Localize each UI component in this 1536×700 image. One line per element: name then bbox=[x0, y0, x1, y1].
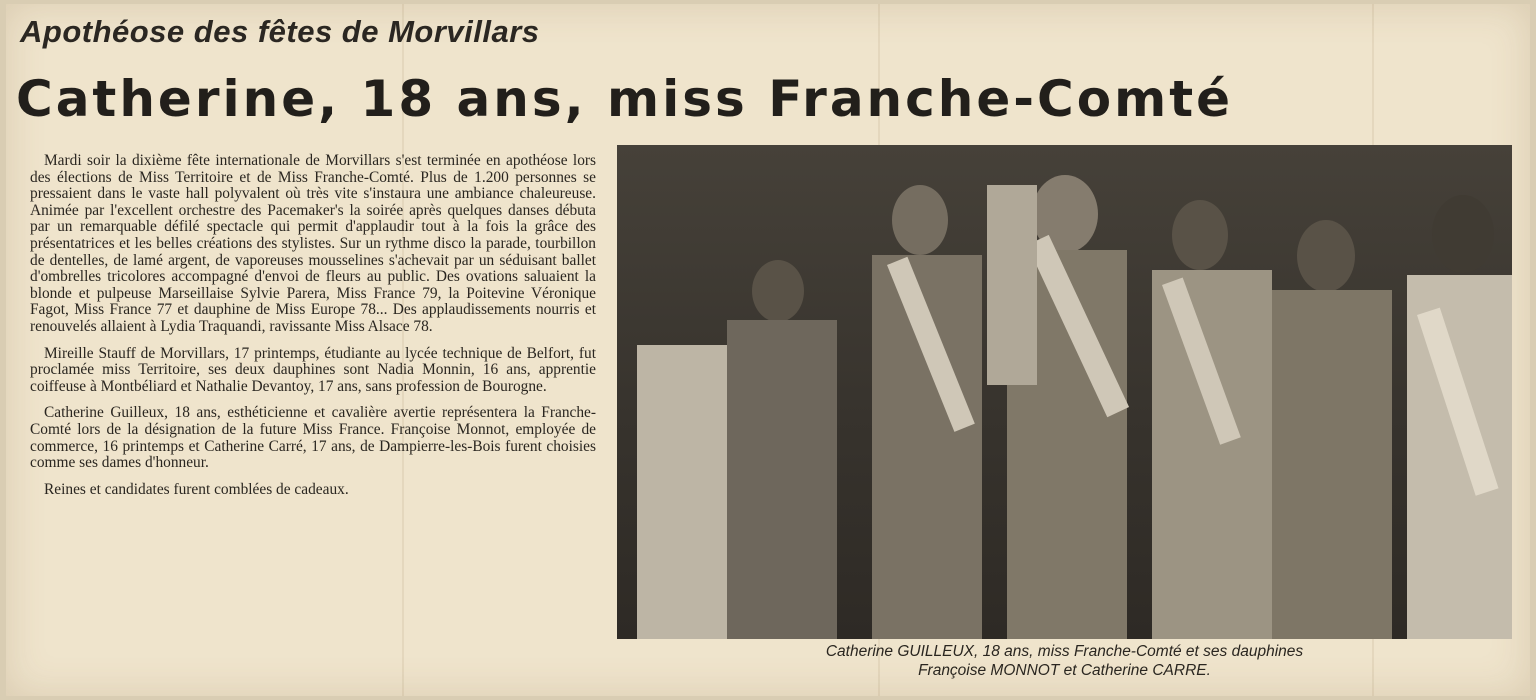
article-body bbox=[30, 153, 596, 508]
person-head bbox=[892, 185, 948, 255]
caption-line: Catherine GUILLEUX, 18 ans, miss Franche-Comté et ses dauphines bbox=[825, 643, 1304, 660]
photo-caption bbox=[617, 642, 1512, 680]
article-photo bbox=[617, 145, 1512, 639]
caption-line: Françoise MONNOT et Catherine CARRE. bbox=[918, 662, 1211, 679]
sash-banner-left bbox=[637, 345, 732, 639]
article-headline: Catherine, 18 ans, miss Franche-Comté bbox=[16, 70, 1234, 128]
person-head bbox=[752, 260, 804, 322]
person-head bbox=[1432, 195, 1494, 273]
article-paragraph: Catherine Guilleux, 18 ans, esthéticienne et cavalière avertie représentera la Franche-Comté lors de la désignation de la future Miss France. Françoise Monnot, employée de commerce, 16 printemps et Catherine Carré, 17 ans, de Dampierre-les-Bois furent choisies comme ses dames d'honneur. bbox=[30, 404, 596, 472]
article-paragraph: Mardi soir la dixième fête internationale de Morvillars s'est terminée en apothéose lors des élections de Miss Territoire et de Miss Franche-Comté. Plus de 1.200 personnes se pressaient dans le vaste hall polyvalent où très vite s'instaura une ambiance chaleureuse. Animée par l'excellent orchestre des Pacemaker's la soirée après quelques danses débuta par un remarquable défilé spectacle qui permit d'applaudir tout à la fois la grâce des présentatrices et les belles créations des stylistes. Sur un rythme disco la parade, tourbillon de dentelles, de lamé argent, de vaporeuses mousselines s'achevait par un séduisant ballet d'ombrelles tricolores accompagné d'envoi de fleurs au public. Des ovations saluaient la blonde et pulpeuse Marseillaise Sylvie Parera, Miss France 79, la Poitevine Véronique Fagot, Miss France 77 et dauphine de Miss Europe 78... Des applaudissements nourris et renouvelés allaient à Lydia Traquandi, ravissante Miss Alsace 78. bbox=[30, 152, 596, 335]
person-figure bbox=[727, 320, 837, 639]
banner-board bbox=[987, 185, 1037, 385]
person-head bbox=[1172, 200, 1228, 270]
article-kicker: Apothéose des fêtes de Morvillars bbox=[20, 14, 540, 49]
article-paragraph: Mireille Stauff de Morvillars, 17 printemps, étudiante au lycée technique de Belfort, fut proclamée miss Territoire, ses deux dauphines sont Nadia Monnin, 16 ans, apprentie coiffeuse à Montbéliard et Nathalie Devantoy, 17 ans, sans profession de Bourogne. bbox=[30, 344, 596, 395]
person-head bbox=[1297, 220, 1355, 292]
article-paragraph: Reines et candidates furent comblées de cadeaux. bbox=[44, 480, 349, 498]
person-figure bbox=[1272, 290, 1392, 639]
person-figure bbox=[1152, 270, 1272, 639]
